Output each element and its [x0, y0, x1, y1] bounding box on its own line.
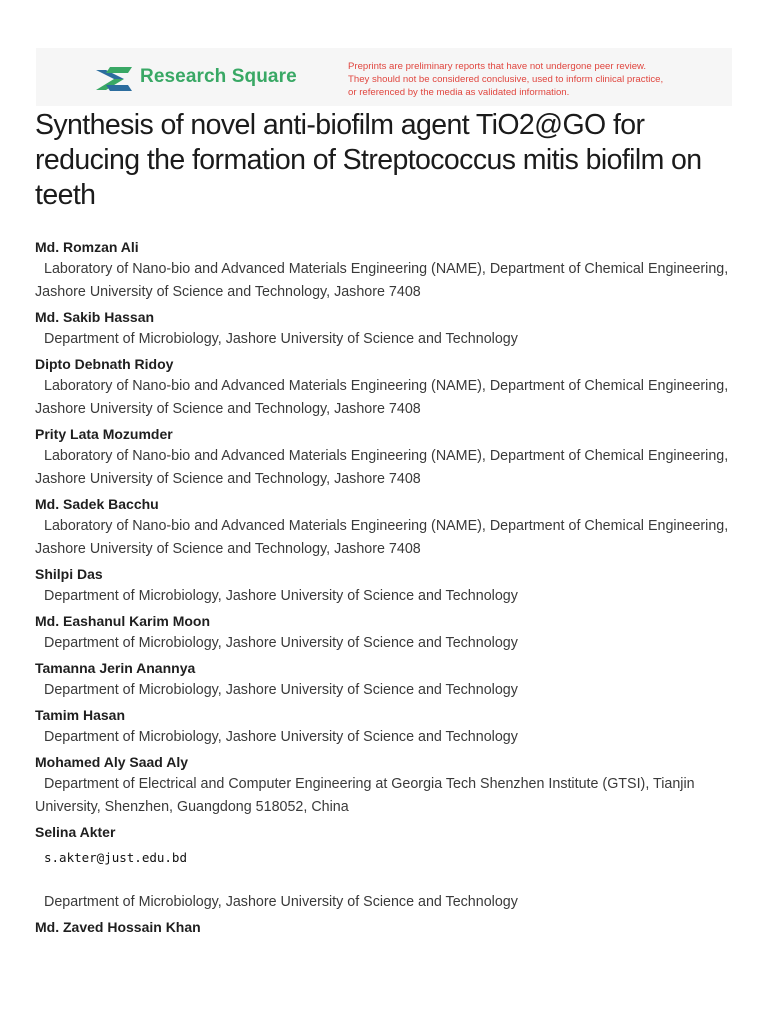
- author-name: Md. Zaved Hossain Khan: [35, 919, 201, 935]
- author-name: Md. Sadek Bacchu: [35, 496, 159, 512]
- author-name: Md. Sakib Hassan: [35, 309, 155, 325]
- notice-line: Preprints are preliminary reports that have not undergone peer review.: [348, 61, 647, 72]
- author-affiliation: Department of Microbiology, Jashore University of Science and Technology: [44, 682, 518, 698]
- author-affiliation: Laboratory of Nano-bio and Advanced Materials Engineering (NAME), Department of Chemical Engineering, Jashore University of Science and Technology, Jashore 7408: [35, 448, 729, 487]
- author-affiliation: Department of Microbiology, Jashore University of Science and Technology: [44, 635, 518, 651]
- author-name: Md. Eashanul Karim Moon: [35, 613, 211, 629]
- paper-title: Synthesis of novel anti-biofilm agent TiO2@GO for reducing the formation of Streptococcus mitis biofilm on teeth: [35, 109, 702, 211]
- author-affiliation: Laboratory of Nano-bio and Advanced Materials Engineering (NAME), Department of Chemical Engineering, Jashore University of Science and Technology, Jashore 7408: [35, 378, 729, 417]
- brand-name: Research Square: [140, 66, 297, 87]
- author-affiliation: Laboratory of Nano-bio and Advanced Materials Engineering (NAME), Department of Chemical Engineering, Jashore University of Science and Technology, Jashore 7408: [35, 261, 729, 300]
- preprint-notice: [348, 60, 728, 99]
- author-name: Md. Romzan Ali: [35, 239, 139, 255]
- author-affiliation: Department of Microbiology, Jashore University of Science and Technology: [44, 894, 518, 910]
- notice-line: or referenced by the media as validated information.: [348, 87, 570, 98]
- author-list: [35, 236, 735, 938]
- author-affiliation: Department of Microbiology, Jashore University of Science and Technology: [44, 331, 518, 347]
- author-name: Mohamed Aly Saad Aly: [35, 754, 189, 770]
- author-name: Selina Akter: [35, 824, 116, 840]
- author-affiliation: Department of Microbiology, Jashore University of Science and Technology: [44, 588, 518, 604]
- research-square-logo-icon: [94, 64, 134, 94]
- notice-line: They should not be considered conclusive, used to inform clinical practice,: [348, 74, 664, 85]
- author-email-link[interactable]: s.akter@just.edu.bd: [44, 850, 187, 865]
- author-name: Tamim Hasan: [35, 707, 125, 723]
- author-name: Dipto Debnath Ridoy: [35, 356, 174, 372]
- author-affiliation: Department of Electrical and Computer Engineering at Georgia Tech Shenzhen Institute (GTSI), Tianjin University, Shenzhen, Guangdong 518052, China: [35, 776, 695, 815]
- author-name: Prity Lata Mozumder: [35, 426, 173, 442]
- preprint-banner: [36, 48, 732, 106]
- author-affiliation: Department of Microbiology, Jashore University of Science and Technology: [44, 729, 518, 745]
- author-affiliation: Laboratory of Nano-bio and Advanced Materials Engineering (NAME), Department of Chemical Engineering, Jashore University of Science and Technology, Jashore 7408: [35, 518, 729, 557]
- author-name: Tamanna Jerin Anannya: [35, 660, 196, 676]
- author-name: Shilpi Das: [35, 566, 103, 582]
